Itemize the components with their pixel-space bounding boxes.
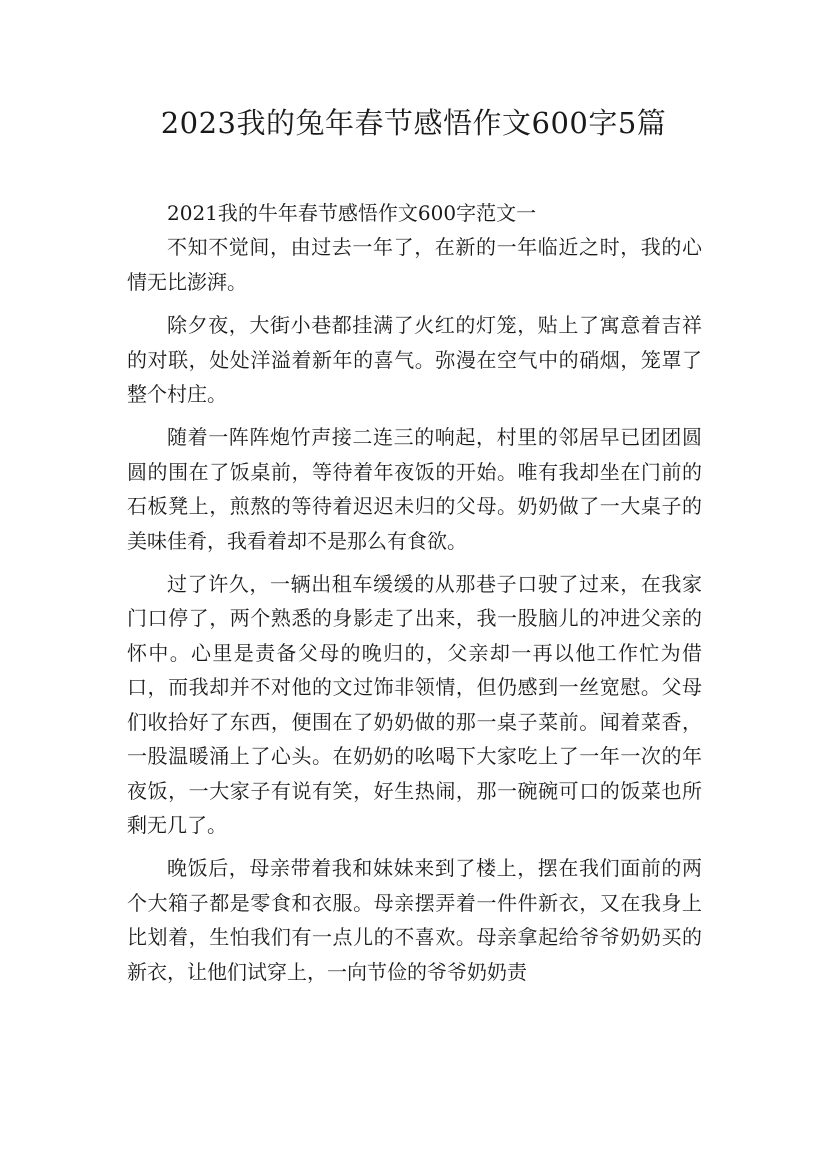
paragraph: 不知不觉间，由过去一年了，在新的一年临近之时，我的心情无比澎湃。 — [127, 235, 702, 294]
paragraph: 晚饭后，母亲带着我和妹妹来到了楼上，摆在我们面前的两个大箱子都是零食和衣服。母亲摆弄着一件件新衣，又在我身上比划着，生怕我们有一点儿的不喜欢。母亲拿起给爷爷奶奶买的新衣，让他们试穿上，一向节俭的爷爷奶奶责 — [127, 856, 702, 984]
document-title: 2023我的兔年春节感悟作文600字5篇 — [160, 106, 667, 140]
essay-subheading: 2021我的牛年春节感悟作文600字范文一 — [167, 201, 537, 225]
paragraph: 过了许久，一辆出租车缓缓的从那巷子口驶了过来，在我家门口停了，两个熟悉的身影走了出来，我一股脑儿的冲进父亲的怀中。心里是责备父母的晚归的，父亲却一再以他工作忙为借口，而我却并不对他的文过饰非领情，但仍感到一丝宽慰。父母们收拾好了东西，便围在了奶奶做的那一桌子菜前。闻着菜香，一股温暖涌上了心头。在奶奶的吆喝下大家吃上了一年一次的年夜饭，一大家子有说有笑，好生热闹，那一碗碗可口的饭菜也所剩无几了。 — [127, 572, 702, 837]
document-body — [127, 196, 702, 989]
paragraph: 随着一阵阵炮竹声接二连三的响起，村里的邻居早已团团圆圆的围在了饭桌前，等待着年夜饭的开始。唯有我却坐在门前的石板凳上，煎熬的等待着迟迟未归的父母。奶奶做了一大桌子的美味佳肴，我看着却不是那么有食欲。 — [127, 425, 702, 553]
paragraph: 除夕夜，大街小巷都挂满了火红的灯笼，贴上了寓意着吉祥的对联，处处洋溢着新年的喜气。弥漫在空气中的硝烟，笼罩了整个村庄。 — [127, 313, 702, 407]
